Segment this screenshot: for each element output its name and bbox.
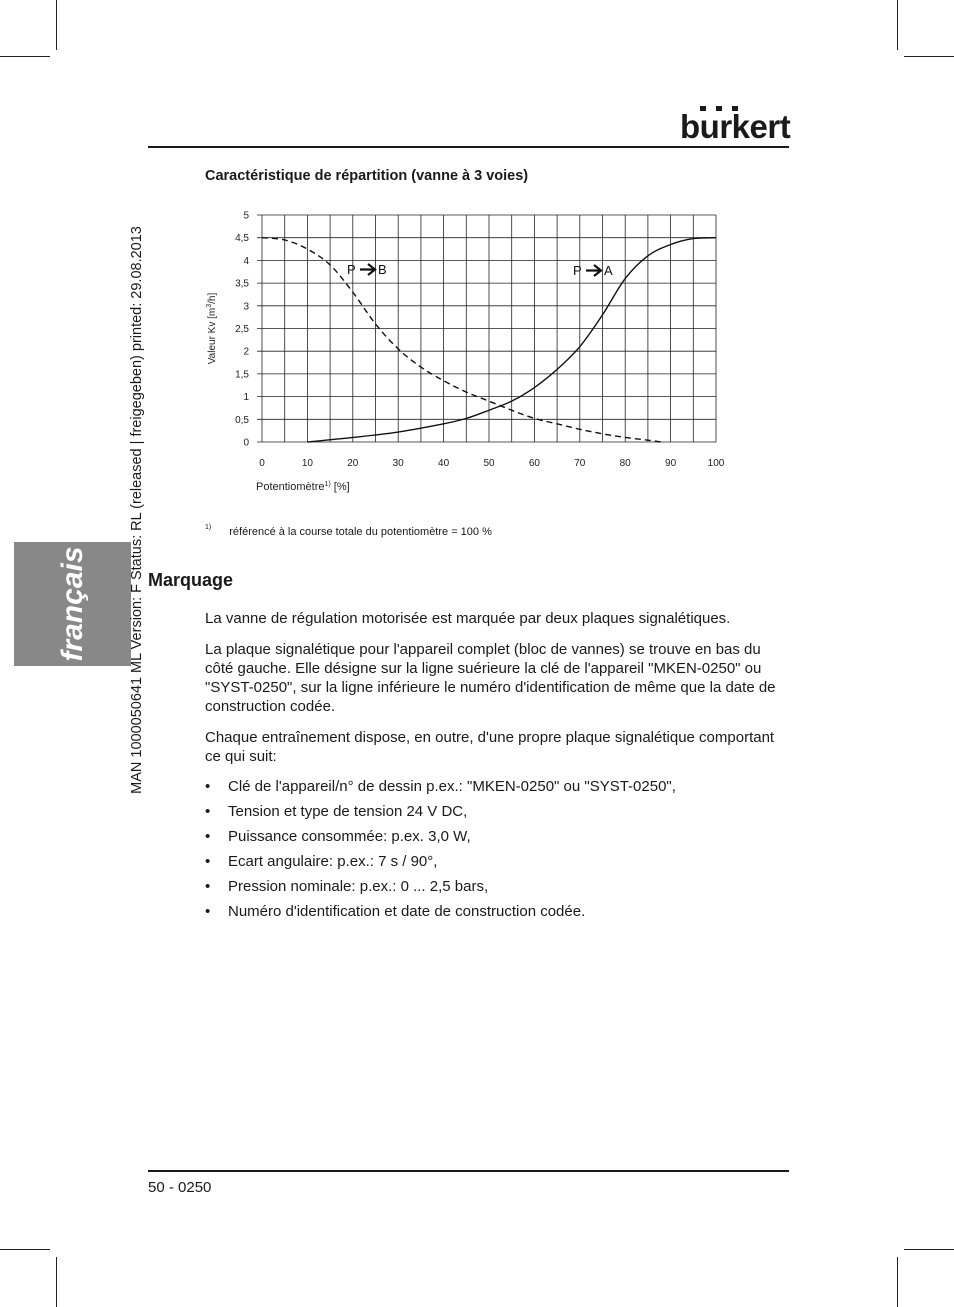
document-status-text: MAN 1000050641 ML Version: F Status: RL (released | freigegeben) printed: 29.08.2013 xyxy=(129,226,145,794)
crop-mark xyxy=(904,1249,954,1250)
x-tick-label: 60 xyxy=(528,458,540,469)
header-rule xyxy=(148,146,789,148)
y-tick-label: 1,5 xyxy=(235,369,249,381)
list-item: • Numéro d'identification et date de construction codée. xyxy=(205,903,586,920)
paragraph-2: La plaque signalétique pour l'appareil complet (bloc de vannes) se trouve en bas du côté gauche. Elle désigne sur la ligne suérieure la clé de l'appareil "MKEN-0250" ou "SYST-0250", sur la ligne inférieure le numéro d'identification de même que la date de construction codée. xyxy=(205,641,776,715)
y-tick-label: 2 xyxy=(243,346,249,358)
paragraph-3: Chaque entraînement dispose, en outre, d'une propre plaque signalétique comportant ce qui suit: xyxy=(205,729,775,765)
arrow-icon xyxy=(360,264,375,275)
section-heading: Marquage xyxy=(148,570,234,590)
crop-mark xyxy=(0,1249,50,1250)
y-tick-label: 2,5 xyxy=(235,324,249,335)
chart-footnote xyxy=(205,526,492,538)
x-tick-label: 90 xyxy=(665,458,677,469)
x-tick-label: 40 xyxy=(438,458,450,469)
logo-text: burkert xyxy=(680,108,791,145)
paragraph-1: La vanne de régulation motorisée est marquée par deux plaques signalétiques. xyxy=(205,610,731,627)
y-tick-label: 4,5 xyxy=(235,233,249,245)
y-axis-label: Valeur Kv $[m^3/h]$ xyxy=(206,292,218,365)
x-axis-label: Potentiomètre$^{1)}$ [%] xyxy=(256,481,350,493)
x-tick-label: 0 xyxy=(259,458,265,469)
x-tick-label: 70 xyxy=(574,458,586,469)
series-label-p-b-to: B xyxy=(378,262,387,277)
page-number: 50 - 0250 xyxy=(148,1179,212,1196)
list-item: • Pression nominale: p.ex.: 0 ... 2,5 bars, xyxy=(205,878,489,895)
crop-mark xyxy=(904,56,954,57)
x-tick-label: 30 xyxy=(392,458,404,469)
crop-mark xyxy=(897,0,898,50)
list-item: • Puissance consommée: p.ex. 3,0 W, xyxy=(205,828,471,845)
crop-mark xyxy=(0,56,50,57)
series-label-p-a-from: P xyxy=(573,263,582,278)
brand-logo xyxy=(680,106,791,145)
y-tick-label: 5 xyxy=(243,210,249,222)
y-tick-label: 0,5 xyxy=(235,414,249,426)
arrow-icon xyxy=(586,265,601,276)
series-label-p-b-from: P xyxy=(347,262,356,277)
crop-mark xyxy=(897,1257,898,1307)
y-tick-label: 4 xyxy=(243,255,249,267)
list-item: • Ecart angulaire: p.ex.: 7 s / 90°, xyxy=(205,853,438,870)
chart-title: Caractéristique de répartition (vanne à 3 voies) xyxy=(205,168,529,184)
list-item: • Tension et type de tension 24 V DC, xyxy=(205,803,468,820)
y-tick-label: 3,5 xyxy=(235,278,249,290)
kv-chart xyxy=(195,200,755,500)
crop-mark xyxy=(56,0,57,50)
footer-rule xyxy=(148,1170,789,1172)
language-tab-label: français xyxy=(56,546,89,662)
crop-mark xyxy=(56,1257,57,1307)
x-tick-label: 80 xyxy=(619,458,631,469)
y-tick-label: 1 xyxy=(243,392,249,404)
footnote-text: référencé à la course totale du potentiomètre = 100 % xyxy=(229,526,492,538)
y-tick-label: 0 xyxy=(243,437,249,449)
bullet-list xyxy=(205,777,676,927)
x-tick-label: 100 xyxy=(707,458,725,469)
footnote-marker: 1) xyxy=(205,524,212,531)
series-line-p-b xyxy=(262,238,662,442)
x-tick-label: 20 xyxy=(347,458,359,469)
x-tick-label: 10 xyxy=(301,458,313,469)
y-tick-label: 3 xyxy=(243,301,249,313)
series-label-p-a-to: A xyxy=(604,263,613,278)
x-tick-label: 50 xyxy=(483,458,495,469)
list-item: • Clé de l'appareil/n° de dessin p.ex.: "MKEN-0250" ou "SYST-0250", xyxy=(205,778,676,795)
